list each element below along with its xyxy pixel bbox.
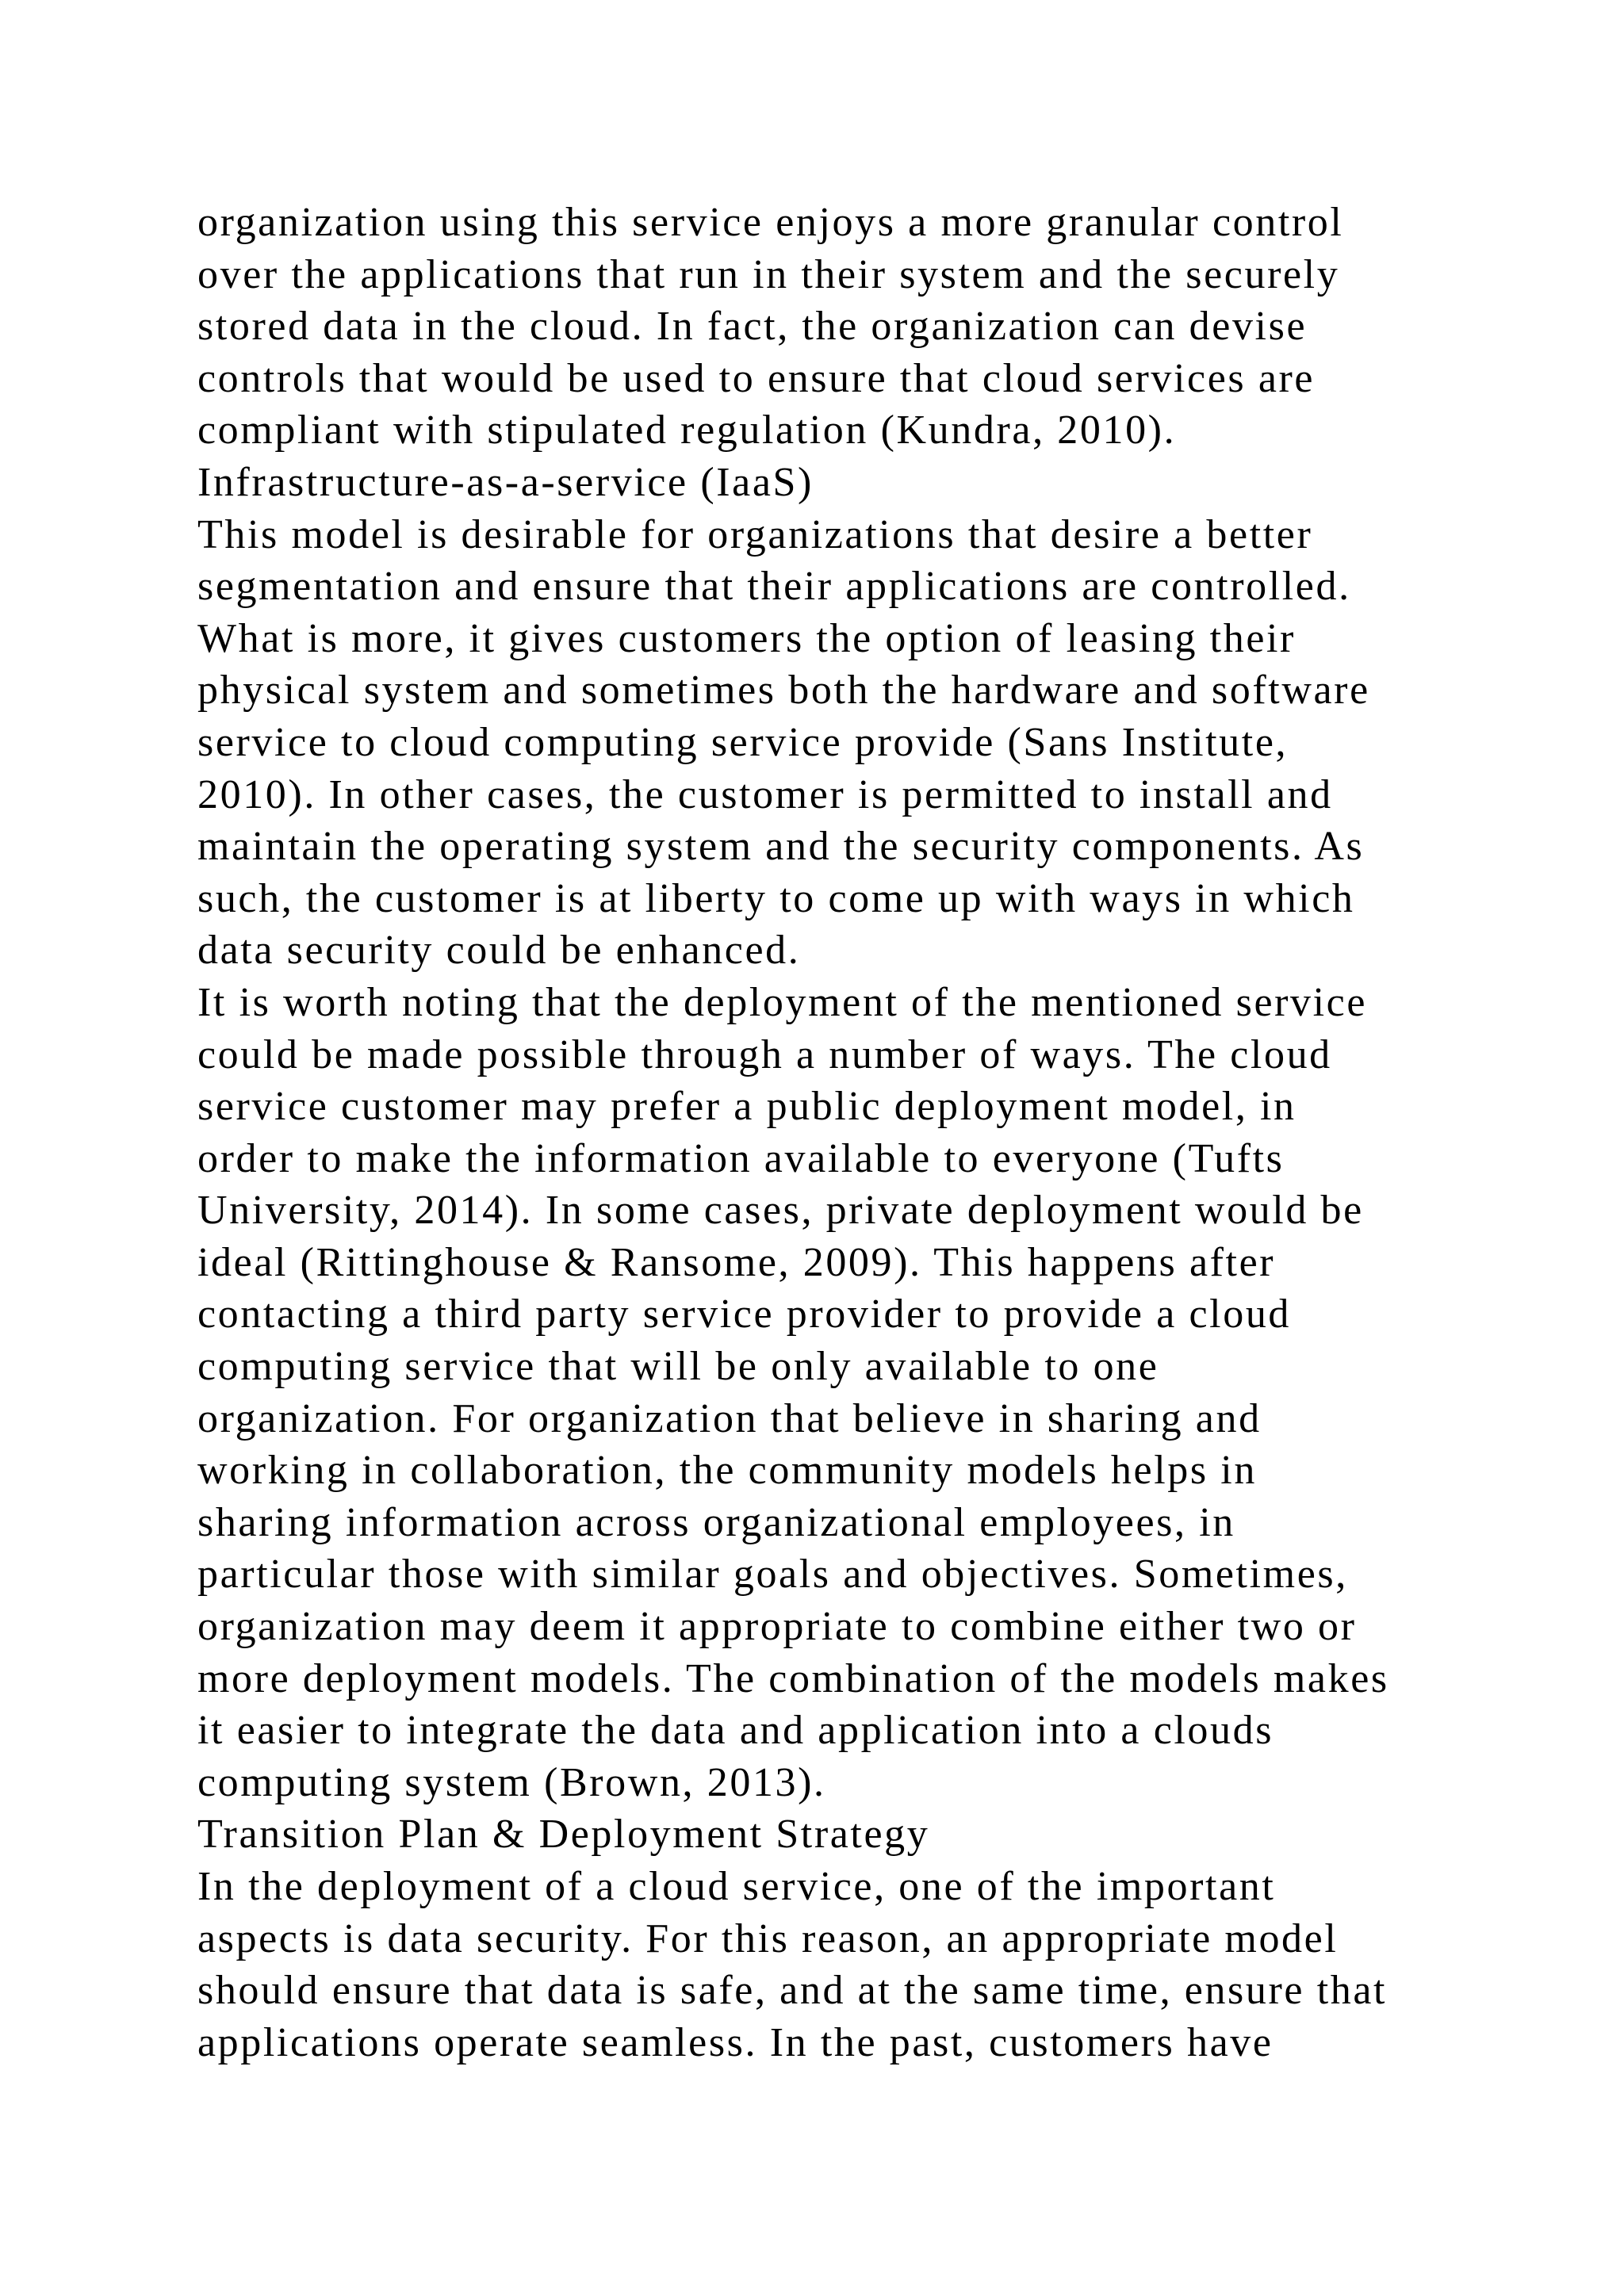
text-line: aspects is data security. For this reason, an appropriate model xyxy=(197,1915,1339,1961)
text-line: Infrastructure-as-a-service (IaaS) xyxy=(197,459,814,505)
text-line: University, 2014). In some cases, private deployment would be xyxy=(197,1188,1364,1234)
text-line: computing service that will be only available to one xyxy=(197,1344,1159,1390)
text-line: more deployment models. The combination of the models makes xyxy=(197,1655,1389,1701)
text-line: it easier to integrate the data and application into a clouds xyxy=(197,1708,1274,1754)
text-line: data security could be enhanced. xyxy=(197,928,801,974)
text-line: could be made possible through a number of ways. The cloud xyxy=(197,1031,1332,1077)
text-line: controls that would be used to ensure that cloud services are xyxy=(197,355,1316,401)
text-line: applications operate seamless. In the past, customers have xyxy=(197,2019,1274,2065)
text-line: physical system and sometimes both the hardware and software xyxy=(197,668,1370,714)
text-line: What is more, it gives customers the option of leasing their xyxy=(197,615,1296,661)
text-line: segmentation and ensure that their applications are controlled. xyxy=(197,564,1351,610)
text-line: working in collaboration, the community models helps in xyxy=(197,1448,1257,1494)
text-line: ideal (Rittinghouse & Ransome, 2009). This happens after xyxy=(197,1239,1276,1285)
text-line: It is worth noting that the deployment of the mentioned service xyxy=(197,979,1368,1025)
text-line: order to make the information available to everyone (Tufts xyxy=(197,1135,1285,1181)
text-line: organization using this service enjoys a more granular control xyxy=(197,200,1344,245)
text-line: over the applications that run in their system and the securely xyxy=(197,251,1340,297)
text-line: computing system (Brown, 2013). xyxy=(197,1759,826,1805)
text-line: contacting a third party service provider to provide a cloud xyxy=(197,1292,1292,1337)
text-line: sharing information across organizational employees, in xyxy=(197,1499,1235,1545)
text-line: service customer may prefer a public deployment model, in xyxy=(197,1084,1297,1130)
text-line: particular those with similar goals and objectives. Sometimes, xyxy=(197,1552,1348,1598)
text-line: Transition Plan & Deployment Strategy xyxy=(197,1812,930,1858)
text-line: maintain the operating system and the security components. As xyxy=(197,824,1365,870)
text-line: stored data in the cloud. In fact, the organization can devise xyxy=(197,304,1308,350)
text-line: compliant with stipulated regulation (Kundra, 2010). xyxy=(197,408,1177,453)
text-line: such, the customer is at liberty to come up with ways in which xyxy=(197,875,1355,921)
text-line: organization may deem it appropriate to combine either two or xyxy=(197,1604,1357,1650)
body-text xyxy=(197,197,1482,2068)
text-line: 2010). In other cases, the customer is permitted to install and xyxy=(197,771,1333,817)
text-line: In the deployment of a cloud service, one of the important xyxy=(197,1864,1276,1909)
text-line: This model is desirable for organizations that desire a better xyxy=(197,511,1313,557)
text-line: organization. For organization that believe in sharing and xyxy=(197,1395,1262,1441)
text-line: service to cloud computing service provide (Sans Institute, xyxy=(197,719,1289,765)
text-line: should ensure that data is safe, and at the same time, ensure that xyxy=(197,1968,1388,2014)
